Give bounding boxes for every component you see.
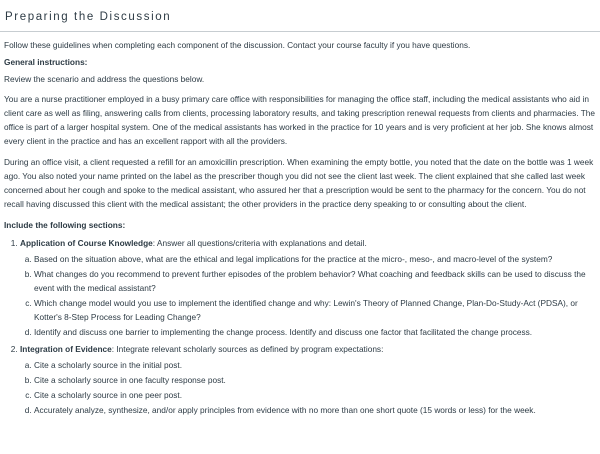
scenario-paragraph-1: You are a nurse practitioner employed in a busy primary care office with responsibilities for managing the office staff, including the medical assistants who aid in client care as well as filing, answering calls from clients, processing laboratory results, and taking prescription renewal requests from clients and pharmacies. The office is part of a larger hospital system. One of the medical assistants has worked in the practice for 10 years and is very proficient at her job. She knows almost every client in the practice and has an excellent rapport with all the providers. — [4, 94, 596, 146]
sections-heading: Include the following sections: — [4, 220, 126, 230]
list-item: c. Cite a scholarly source in one peer post. — [34, 388, 598, 402]
subsection-list — [20, 252, 598, 339]
general-instructions-heading: General instructions: — [4, 57, 88, 67]
sections-list — [4, 236, 598, 417]
section-title: Integration of Evidence — [20, 344, 112, 354]
list-item: a. Based on the situation above, what are the ethical and legal implications for the practice at the micro-, meso-, and macro-level of the system? — [34, 252, 598, 266]
subsection-list — [20, 358, 598, 417]
scenario-paragraph-2: During an office visit, a client requested a refill for an amoxicillin prescription. When examining the empty bottle, you noted that the date on the bottle was 1 week ago. You also noted your name printed on the label as the prescriber though you did not see the client last week. The client explained that she called last week concerned about her cough and spoke to the medical assistant, who assured her that a prescription would be sent to the pharmacy for the concern. You do not recall having discussed this client with the medical assistant; the other providers in the practice deny speaking to or consulting about the client. — [4, 157, 594, 209]
content-body — [4, 38, 598, 420]
page-header — [0, 0, 600, 32]
list-item: c. Which change model would you use to implement the identified change and why: Lewin's Theory of Planned Change, Plan-Do-Study-Act (PDSA), or Kotter's 8-Step Process for Leading Change? — [34, 296, 598, 324]
intro-text: Follow these guidelines when completing each component of the discussion. Contact your course faculty if you have questions. — [4, 40, 471, 50]
section-integration-evidence — [20, 342, 598, 417]
list-item: a. Cite a scholarly source in the initial post. — [34, 358, 598, 372]
section-desc: : Answer all questions/criteria with explanations and detail. — [152, 238, 367, 248]
page-title: Preparing the Discussion — [5, 11, 172, 23]
list-item: b. Cite a scholarly source in one faculty response post. — [34, 373, 598, 387]
section-title: Application of Course Knowledge — [20, 238, 153, 248]
review-text: Review the scenario and address the questions below. — [4, 74, 205, 84]
section-desc: : Integrate relevant scholarly sources as defined by program expectations: — [111, 344, 384, 354]
list-item: b. What changes do you recommend to prevent further episodes of the problem behavior? What coaching and feedback skills can be used to discuss the event with the medical assistant? — [34, 267, 598, 295]
list-item: d. Accurately analyze, synthesize, and/or apply principles from evidence with no more than one short quote (15 words or less) for the week. — [34, 403, 598, 417]
list-item: d. Identify and discuss one barrier to implementing the change process. Identify and discuss one factor that facilitated the change process. — [34, 325, 598, 339]
section-course-knowledge — [20, 236, 598, 339]
